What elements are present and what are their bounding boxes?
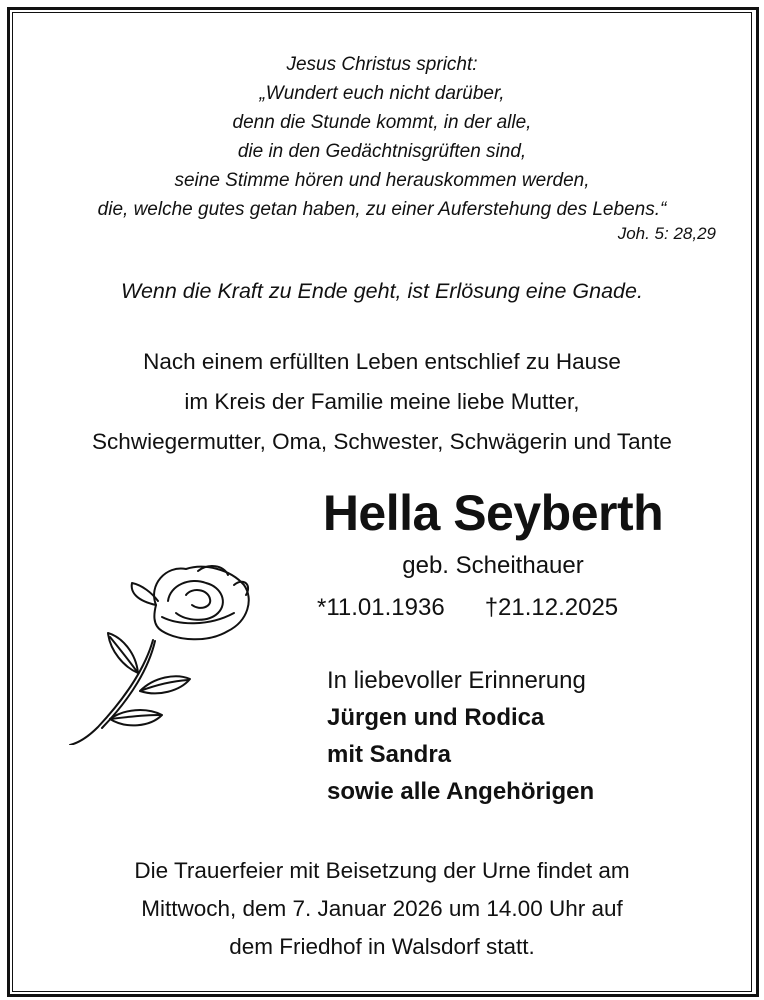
birth-date: *11.01.1936 — [317, 594, 445, 621]
rose-icon — [58, 555, 258, 745]
motto: Wenn die Kraft zu Ende geht, ist Erlösung eine Gnade. — [121, 279, 643, 303]
verse-line: die, welche gutes getan haben, zu einer Auferstehung des Lebens.“ — [97, 199, 667, 220]
funeral-line: Mittwoch, dem 7. Januar 2026 um 14.00 Uhr auf — [141, 896, 623, 921]
funeral-line: dem Friedhof in Walsdorf statt. — [229, 934, 535, 959]
verse-line: „Wundert euch nicht darüber, — [259, 83, 505, 104]
funeral-notice — [20, 852, 744, 966]
verse-line: denn die Stunde kommt, in der alle, — [232, 112, 532, 133]
signer-name: sowie alle Angehörigen — [327, 778, 595, 805]
announcement-line: Schwiegermutter, Oma, Schwester, Schwägerin und Tante — [92, 429, 672, 454]
verse-line: die in den Gedächtnisgrüften sind, — [237, 141, 527, 162]
verse-line: Jesus Christus spricht: — [286, 54, 478, 75]
death-date: †21.12.2025 — [484, 594, 619, 621]
signer-name: Jürgen und Rodica — [327, 704, 545, 731]
funeral-line: Die Trauerfeier mit Beisetzung der Urne findet am — [134, 858, 630, 883]
signer-name: mit Sandra — [327, 741, 452, 768]
deceased-name: Hella Seyberth — [322, 485, 664, 541]
life-dates — [317, 594, 618, 622]
verse-reference: Joh. 5: 28,29 — [617, 224, 716, 243]
signers-block — [327, 662, 594, 810]
birth-name: geb. Scheithauer — [402, 552, 584, 579]
announcement-line: im Kreis der Familie meine liebe Mutter, — [184, 389, 580, 414]
signers-heading: In liebevoller Erinnerung — [327, 667, 586, 694]
announcement-text — [20, 342, 744, 462]
announcement-line: Nach einem erfüllten Leben entschlief zu Hause — [143, 349, 621, 374]
verse-line: seine Stimme hören und herauskommen werden, — [174, 170, 590, 191]
bible-verse — [30, 50, 734, 224]
